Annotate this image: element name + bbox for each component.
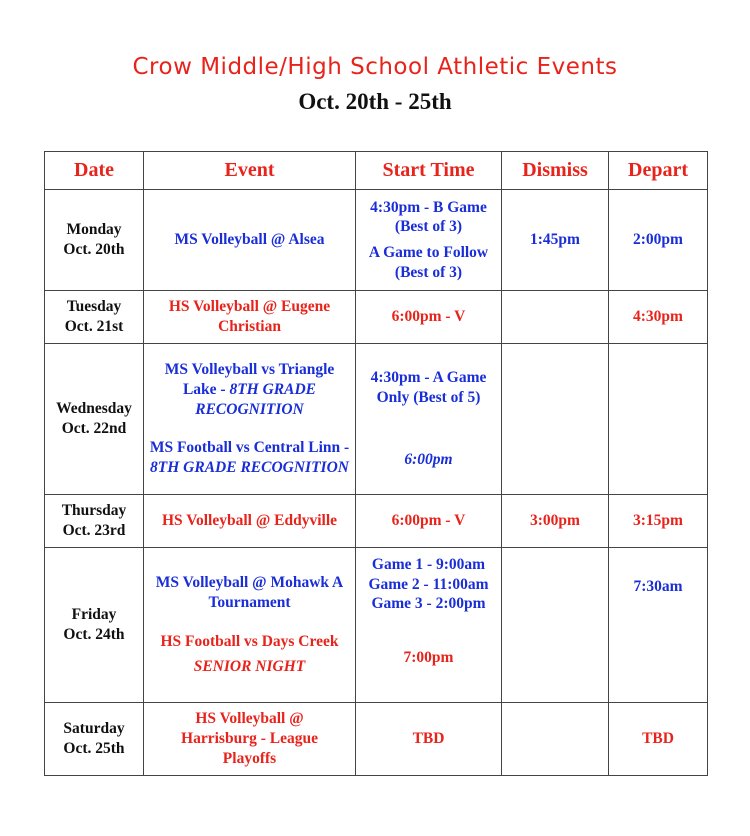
day-label: Monday (66, 221, 122, 239)
dismiss-cell: 3:00pm (502, 495, 609, 548)
start-time-line: Game 2 - 11:00am (368, 575, 489, 593)
header-row (45, 152, 708, 190)
page-title: Crow Middle/High School Athletic Events (132, 54, 618, 80)
header-start-time: Start Time (356, 152, 502, 190)
start-time-cell (356, 548, 502, 703)
dismiss-cell: 1:45pm (502, 190, 609, 291)
date-label: Oct. 24th (63, 626, 125, 643)
day-label: Tuesday (66, 298, 122, 316)
event-cell: HS Volleyball @ Harrisburg - League Playoffs (144, 703, 356, 776)
date-cell (45, 291, 144, 344)
start-time-line: 7:00pm (403, 649, 454, 667)
page-subtitle: Oct. 20th - 25th (298, 89, 452, 114)
dismiss-cell (502, 291, 609, 344)
header-dismiss: Dismiss (502, 152, 609, 190)
events-table (44, 151, 708, 776)
header-depart: Depart (609, 152, 708, 190)
day-label: Wednesday (56, 400, 132, 418)
date-label: Oct. 23rd (62, 522, 126, 539)
date-label: Oct. 21st (64, 318, 124, 335)
table-row (45, 703, 708, 776)
table-row (45, 344, 708, 495)
header-date: Date (45, 152, 144, 190)
depart-time: 7:30am (633, 578, 683, 595)
event-line (148, 360, 351, 419)
depart-cell: 2:00pm (609, 190, 708, 291)
date-cell (45, 190, 144, 291)
event-cell (144, 548, 356, 703)
date-cell (45, 548, 144, 703)
depart-cell: 4:30pm (609, 291, 708, 344)
depart-cell: TBD (609, 703, 708, 776)
start-time-line: A Game to Follow (Best of 3) (368, 244, 489, 281)
dismiss-cell (502, 548, 609, 703)
start-time-cell (356, 344, 502, 495)
event-line: MS Volleyball @ Mohawk A Tournament (155, 574, 344, 611)
start-time-line: Game 3 - 2:00pm (371, 595, 486, 613)
date-cell (45, 344, 144, 495)
date-cell (45, 495, 144, 548)
event-name: MS Volleyball vs Triangle Lake - (164, 361, 335, 398)
day-label: Friday (71, 606, 117, 624)
event-line: HS Football vs Days Creek (160, 632, 339, 650)
start-time-cell: 6:00pm - V (356, 495, 502, 548)
event-cell (144, 344, 356, 495)
dismiss-cell (502, 344, 609, 495)
day-label: Saturday (63, 720, 125, 738)
event-name: MS Football vs Central Linn - (149, 439, 350, 457)
date-label: Oct. 25th (63, 740, 125, 757)
start-time-cell: TBD (356, 703, 502, 776)
event-cell: HS Volleyball @ Eugene Christian (144, 291, 356, 344)
start-time-cell: 6:00pm - V (356, 291, 502, 344)
event-cell: HS Volleyball @ Eddyville (144, 495, 356, 548)
start-time-line: Game 1 - 9:00am (371, 556, 486, 573)
table-row (45, 548, 708, 703)
depart-cell: 3:15pm (609, 495, 708, 548)
start-time-line: 4:30pm - B Game (Best of 3) (370, 198, 487, 236)
date-cell (45, 703, 144, 776)
start-time-line: 6:00pm (404, 451, 453, 469)
event-note: 8TH GRADE RECOGNITION (195, 380, 317, 418)
table-row (45, 495, 708, 548)
event-cell: MS Volleyball @ Alsea (144, 190, 356, 291)
date-label: Oct. 22nd (61, 420, 127, 437)
event-note: 8TH GRADE RECOGNITION (150, 459, 349, 476)
table-row (45, 190, 708, 291)
day-label: Thursday (61, 502, 127, 520)
event-line (148, 438, 351, 477)
header-event: Event (144, 152, 356, 190)
date-label: Oct. 20th (63, 241, 125, 258)
depart-cell (609, 548, 708, 703)
start-time-cell (356, 190, 502, 291)
depart-cell (609, 344, 708, 495)
start-time-line: 4:30pm - A Game Only (Best of 5) (370, 368, 487, 406)
dismiss-cell (502, 703, 609, 776)
table-row (45, 291, 708, 344)
event-note: SENIOR NIGHT (193, 658, 306, 676)
